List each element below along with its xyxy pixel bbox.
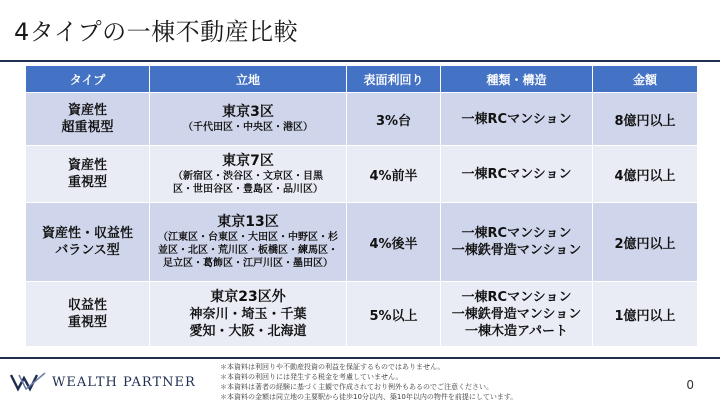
table-row [26, 282, 698, 347]
logo-text: WEALTH PARTNER [52, 374, 196, 390]
location-sub: （千代田区・中央区・港区） [183, 122, 313, 133]
type-line: 重視型 [67, 175, 107, 190]
table-row [26, 146, 698, 203]
location-sub: 並区・北区・荒川区・板橋区・練馬区・ [158, 245, 338, 256]
header-type: タイプ [26, 66, 150, 93]
table-header-row [26, 66, 698, 93]
type-line: 重視型 [67, 315, 107, 330]
location-main: 東京13区 [217, 214, 279, 230]
location-sub: 愛知・大阪・北海道 [189, 323, 307, 339]
header-location: 立地 [150, 66, 347, 93]
disclaimer-line: ＊本資料は著者の経験に基づく主観で作成されており例外もあるのでご注意ください。 [220, 383, 493, 391]
location-sub: 足立区・葛飾区・江戸川区・墨田区） [163, 258, 333, 269]
table-row [26, 93, 698, 146]
location-main: 東京7区 [222, 152, 274, 169]
page-title: 4タイプの一棟不動産比較 [14, 18, 299, 46]
location-main: 東京23区外 [210, 288, 286, 305]
cell-yield: 5%以上 [347, 282, 441, 347]
structure-line: 一棟RCマンション [461, 111, 572, 127]
structure-line: 一棟鉄骨造マンション [451, 306, 582, 322]
location-sub: （江東区・台東区・大田区・中野区・杉 [158, 232, 338, 243]
structure-line: 一棟木造アパート [465, 323, 568, 339]
type-line: 超重視型 [61, 120, 114, 135]
company-logo [10, 372, 196, 392]
cell-price: 2億円以上 [593, 203, 698, 282]
type-line: 資産性・収益性 [41, 226, 133, 241]
type-line: 収益性 [67, 298, 107, 313]
structure-line: 一棟RCマンション [461, 289, 572, 305]
disclaimer-line: ＊本資料の金額は同立地の主要駅から徒歩10分以内、築10年以内の物件を前提にしています。 [220, 393, 518, 401]
footer-divider [0, 357, 720, 359]
comparison-table [25, 65, 698, 347]
table-row [26, 203, 698, 282]
title-divider [0, 60, 720, 62]
cell-type [26, 146, 150, 203]
cell-price: 1億円以上 [593, 282, 698, 347]
cell-structure [441, 93, 593, 146]
location-sub: 神奈川・埼玉・千葉 [189, 306, 307, 322]
type-line: バランス型 [55, 243, 120, 258]
cell-location [150, 146, 347, 203]
location-main: 東京3区 [222, 104, 274, 120]
cell-location [150, 93, 347, 146]
cell-yield: 4%後半 [347, 203, 441, 282]
header-yield: 表面利回り [347, 66, 441, 93]
wealth-partner-logo-icon [10, 372, 46, 392]
disclaimer-line: ＊本資料の利回りには発生する税金を考慮していません。 [220, 373, 403, 381]
location-sub: （新宿区・渋谷区・文京区・目黒 [173, 170, 323, 182]
cell-structure [441, 203, 593, 282]
cell-type [26, 203, 150, 282]
disclaimer-notes [220, 362, 517, 402]
structure-line: 一棟RCマンション [461, 226, 572, 241]
disclaimer-line: ＊本資料は利回りや不動産投資の利益を保証するものではありません。 [220, 363, 445, 371]
cell-yield: 3%台 [347, 93, 441, 146]
type-line: 資産性 [67, 103, 107, 118]
cell-location [150, 282, 347, 347]
cell-type [26, 93, 150, 146]
header-price: 金額 [593, 66, 698, 93]
cell-type [26, 282, 150, 347]
location-sub: 区・世田谷区・豊島区・品川区） [173, 183, 323, 195]
cell-structure [441, 282, 593, 347]
cell-price: 4億円以上 [593, 146, 698, 203]
header-structure: 種類・構造 [441, 66, 593, 93]
cell-structure [441, 146, 593, 203]
cell-yield: 4%前半 [347, 146, 441, 203]
page-number: 0 [686, 378, 694, 392]
structure-line: 一棟RCマンション [461, 166, 572, 182]
cell-location [150, 203, 347, 282]
type-line: 資産性 [67, 158, 107, 173]
structure-line: 一棟鉄骨造マンション [451, 243, 582, 258]
cell-price: 8億円以上 [593, 93, 698, 146]
